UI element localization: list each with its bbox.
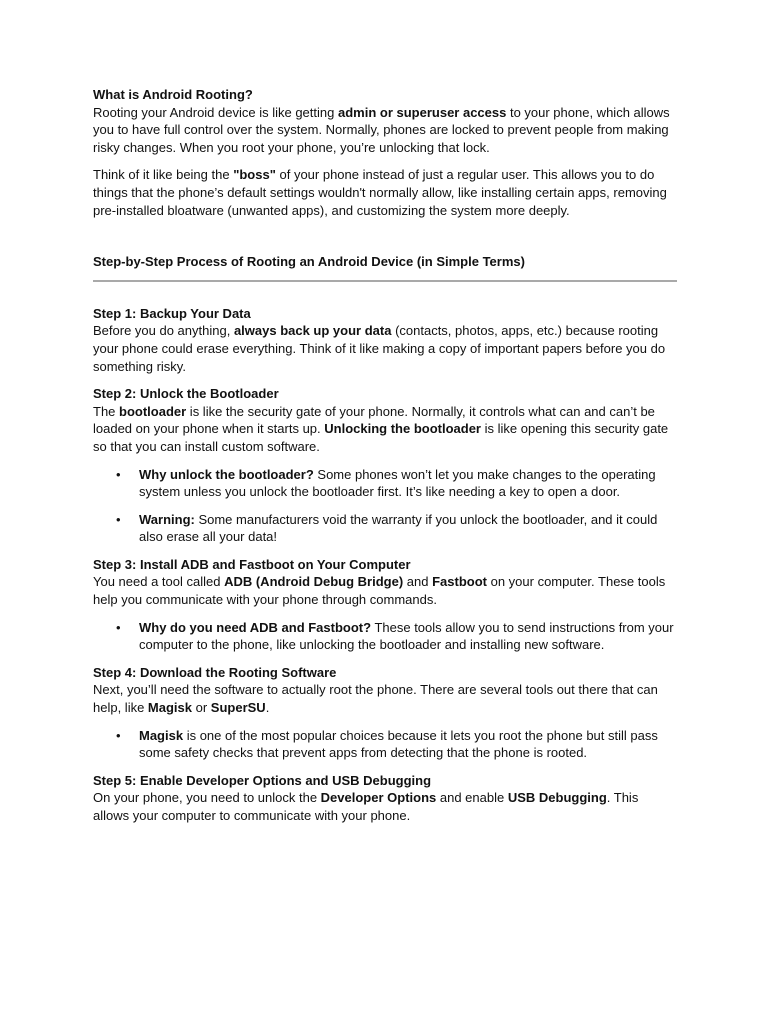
text-run: You need a tool called — [93, 574, 225, 590]
intro-paragraph-1 — [93, 104, 677, 157]
step-3-title: Step 3: Install ADB and Fastboot on Your Computer — [93, 556, 411, 572]
text-run: . This allows your computer to communicate with your phone. — [93, 790, 639, 823]
step-2-bullet-list — [93, 466, 677, 546]
bold-run: ADB (Android Debug Bridge) — [224, 574, 404, 590]
text-run: is like opening this security gate so that you can install custom software. — [93, 421, 669, 454]
list-item — [93, 466, 677, 501]
text-run: Some phones won’t let you make changes to the operating system unless you unlock the bootloader first. It’s like needing a key to open a door. — [139, 466, 656, 500]
bullet-icon: • — [116, 727, 121, 743]
list-item — [93, 511, 677, 546]
bold-run: Developer Options — [320, 790, 437, 806]
list-item — [93, 619, 677, 654]
spacer — [93, 229, 677, 253]
text-run: and — [403, 574, 433, 590]
step-4-title: Step 4: Download the Rooting Software — [93, 664, 337, 680]
bold-run: "boss" — [233, 167, 276, 183]
step-1-paragraph — [93, 322, 677, 375]
bold-run: bootloader — [119, 403, 187, 419]
text-run: (contacts, photos, apps, etc.) because rooting your phone could erase everything. Think of it like making a copy of important papers before you do something risky. — [93, 323, 666, 374]
text-run: and enable — [436, 790, 508, 806]
bold-run: SuperSU — [210, 700, 266, 716]
intro-paragraph-2 — [93, 166, 677, 219]
text-run: is like the security gate of your phone. Normally, it controls what can and can’t be loaded on your phone when it starts up. — [93, 403, 655, 437]
text-run: These tools allow you to send instructions from your computer to the phone, like unlocking the bootloader and installing new software. — [139, 619, 674, 653]
bullet-icon: • — [116, 511, 121, 527]
text-run: . — [265, 700, 270, 716]
text-run: to your phone, which allows you to have full control over the system. Normally, phones are locked to prevent people from making risky changes. When you root your phone, you’re unlocking that lock. — [93, 104, 670, 155]
step-3-paragraph — [93, 573, 677, 608]
text-run: On your phone, you need to unlock the — [93, 790, 321, 806]
list-item — [93, 727, 677, 762]
step-4-bullet-list — [93, 727, 677, 762]
document-page — [93, 86, 677, 835]
bold-run: Fastboot — [432, 574, 487, 590]
bold-run: USB Debugging — [507, 790, 607, 806]
step-3-bullet-list — [93, 619, 677, 654]
text-run: Think of it like being the — [93, 167, 234, 183]
bullet-icon: • — [116, 619, 121, 635]
step-2-paragraph — [93, 403, 677, 456]
bold-run: always back up your data — [233, 323, 392, 339]
text-run: or — [192, 700, 211, 716]
bold-run: Why unlock the bootloader? — [139, 466, 314, 482]
bold-run: Why do you need ADB and Fastboot? — [139, 619, 372, 635]
bold-run: Magisk — [139, 727, 184, 743]
step-4-paragraph — [93, 681, 677, 716]
bold-run: Magisk — [147, 700, 192, 716]
bold-run: Unlocking the bootloader — [324, 421, 481, 437]
horizontal-divider — [93, 280, 677, 282]
text-run: Rooting your Android device is like getting — [93, 104, 338, 120]
text-run: Some manufacturers void the warranty if you unlock the bootloader, and it could also erase all your data! — [139, 511, 658, 545]
bullet-icon: • — [116, 466, 121, 482]
step-1-title: Step 1: Backup Your Data — [93, 305, 251, 321]
bold-run: Warning: — [139, 511, 195, 527]
text-run: The — [93, 403, 120, 419]
text-run: is one of the most popular choices because it lets you root the phone but still pass some safety checks that prevent apps from detecting that the phone is rooted. — [139, 727, 658, 761]
step-2-title: Step 2: Unlock the Bootloader — [93, 386, 279, 402]
text-run: Next, you’ll need the software to actually root the phone. There are several tools out there that can help, like — [93, 682, 658, 716]
section-title-what-is-rooting: What is Android Rooting? — [93, 87, 253, 102]
step-5-title: Step 5: Enable Developer Options and USB Debugging — [93, 772, 432, 788]
text-run: Before you do anything, — [93, 323, 234, 339]
text-run: of your phone instead of just a regular user. This allows you to do things that the phone’s default settings wouldn't normally allow, like installing certain apps, removing pre-installed bloatware (unwanted apps), and customizing the system more deeply. — [93, 167, 667, 218]
bold-run: admin or superuser access — [337, 104, 507, 120]
text-run: on your computer. These tools help you communicate with your phone through commands. — [93, 574, 666, 608]
section-title-process: Step-by-Step Process of Rooting an Android Device (in Simple Terms) — [93, 254, 525, 270]
step-5-paragraph — [93, 789, 677, 824]
